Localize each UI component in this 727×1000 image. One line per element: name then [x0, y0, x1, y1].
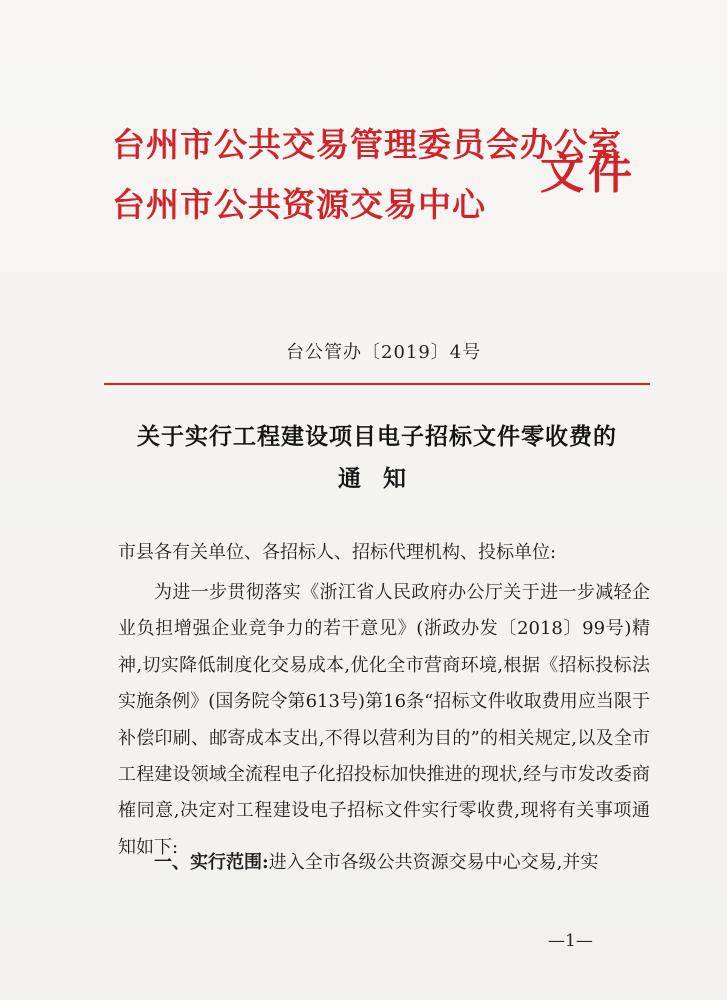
body-paragraph: 为进一步贯彻落实《浙江省人民政府办公厅关于进一步减轻企业负担增强企业竞争力的若干意见》(浙政办发〔2018〕99号)精神,切实降低制度化交易成本,优化全市营商环境,根据《招标投标法实施条例》(国务院令第613号)第16条“招标文件收取费用应当限于补偿印刷、邮寄成本支出,不得以营利为目的”的相关规定,以及全市工程建设领域全流程电子化招投标加快推进的现状,经与市发改委商榷同意,决定对工程建设电子招标文件实行零收费,现将有关事项通知如下: — [118, 582, 650, 858]
issuing-org-line-2: 台州市公共资源交易中心 — [112, 185, 486, 224]
item-heading: 一、实行范围: — [154, 852, 269, 873]
document-label: 文件 — [540, 148, 636, 199]
bleed-through-text — [130, 250, 168, 275]
notice-title-line-2: 通知 — [338, 465, 428, 492]
page-number: —1— — [548, 931, 593, 951]
red-divider-line — [104, 383, 650, 385]
document-number: 台公管办〔2019〕4号 — [286, 342, 482, 363]
list-item — [118, 848, 650, 874]
issuing-org-line-1: 台州市公共交易管理委员会办公室 — [112, 125, 622, 164]
notice-title-line-1: 关于实行工程建设项目电子招标文件零收费的 — [137, 423, 617, 450]
salutation: 市县各有关单位、各招标人、招标代理机构、投标单位: — [118, 542, 557, 563]
item-text: 进入全市各级公共资源交易中心交易,并实 — [268, 852, 599, 873]
